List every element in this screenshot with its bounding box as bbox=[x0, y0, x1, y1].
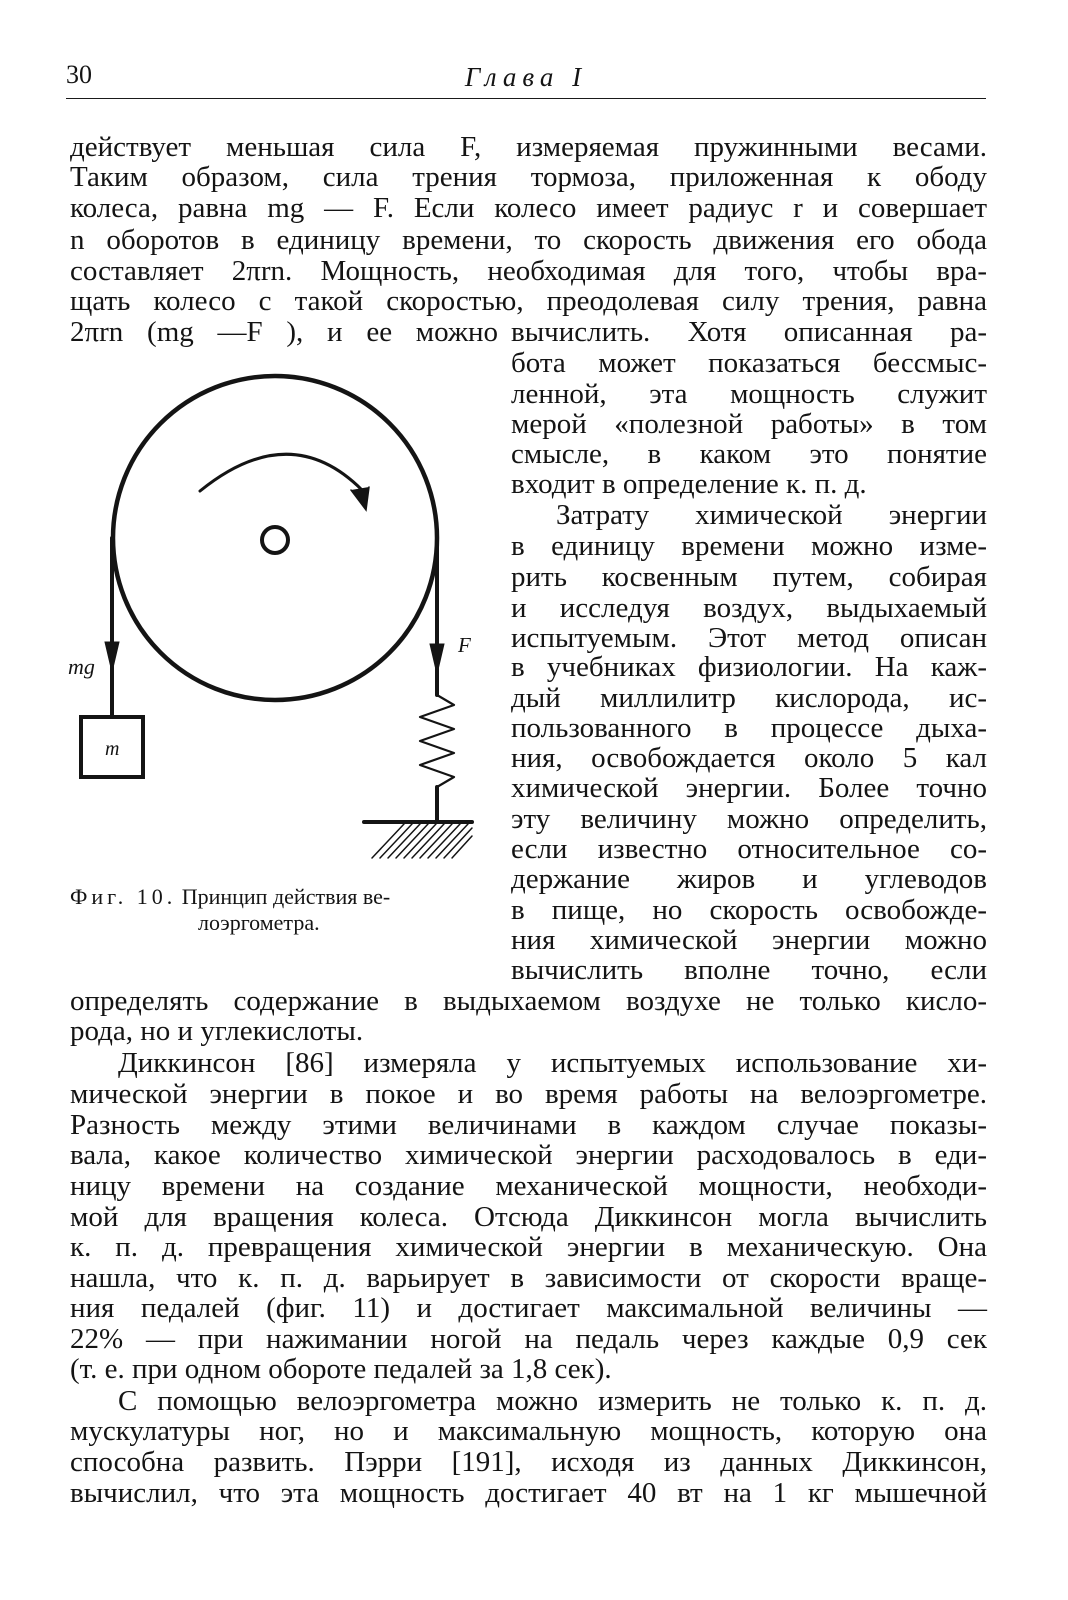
text-line: колеса, равна mg — F. Если колесо имеет радиус r и совершает bbox=[70, 192, 987, 224]
text-line: и исследуя воздух, выдыхаемый bbox=[511, 592, 987, 624]
text-line: вычислил, что эта мощность достигает 40 вт на 1 кг мышечной bbox=[70, 1477, 987, 1509]
text-line: ницу времени на создание механической мощности, необходи- bbox=[70, 1170, 987, 1202]
text-line: (т. е. при одном обороте педалей за 1,8 сек). bbox=[70, 1353, 612, 1385]
label-m: m bbox=[105, 738, 120, 760]
text-line: способна развить. Пэрри [191], исходя из данных Диккинсон, bbox=[70, 1446, 987, 1478]
text-line: Диккинсон [86] измеряла у испытуемых использование хи- bbox=[118, 1047, 987, 1079]
text-line: держание жиров и углеводов bbox=[511, 863, 987, 895]
text-line: вычислить. Хотя описанная ра- bbox=[511, 316, 987, 348]
text-line: смысле, в каком это понятие bbox=[511, 438, 987, 470]
text-line: химической энергии. Более точно bbox=[511, 772, 987, 804]
spring bbox=[420, 695, 454, 787]
text-line: к. п. д. превращения химической энергии в механическую. Она bbox=[70, 1231, 987, 1263]
rotation-arrow bbox=[200, 454, 362, 491]
caption-label: Фиг. 10. bbox=[70, 884, 177, 909]
figure-caption bbox=[70, 884, 390, 910]
text-line: действует меньшая сила F, измеряемая пружинными весами. bbox=[70, 131, 987, 163]
caption-text-1: Принцип действия ве- bbox=[181, 884, 391, 909]
chapter-title: Глава I bbox=[464, 62, 588, 92]
text-line: пользованного в процессе дыха- bbox=[511, 712, 987, 744]
text-line: входит в определение к. п. д. bbox=[511, 468, 867, 500]
left-arrowhead bbox=[105, 642, 119, 672]
axle-circle bbox=[262, 527, 288, 553]
page-number: 30 bbox=[66, 60, 92, 89]
text-line: ния педалей (фиг. 11) и достигает максимальной величины — bbox=[70, 1292, 987, 1324]
text-line: 22% — при нажимании ногой на педаль через каждые 0,9 сек bbox=[70, 1323, 987, 1355]
text-line: испытуемым. Этот метод описан bbox=[511, 622, 987, 654]
text-line: мой для вращения колеса. Отсюда Диккинсон могла вычислить bbox=[70, 1201, 987, 1233]
text-line: вала, какое количество химической энергии расходовалось в еди- bbox=[70, 1139, 987, 1171]
text-line: бота может показаться бессмыс- bbox=[511, 347, 987, 379]
text-line: мерой «полезной работы» в том bbox=[511, 408, 987, 440]
figure-ergometer-diagram bbox=[54, 360, 494, 870]
text-line: дый миллилитр кислорода, ис- bbox=[511, 682, 987, 714]
text-line: составляет 2πrn. Мощность, необходимая для того, чтобы вра- bbox=[70, 255, 987, 287]
running-header bbox=[66, 60, 986, 99]
text-line: Затрату химической энергии bbox=[556, 499, 987, 531]
ground-hatch bbox=[372, 824, 472, 858]
text-line: Разность между этими величинами в каждом случае показы- bbox=[70, 1109, 987, 1141]
text-line: С помощью велоэргометра можно измерить не только к. п. д. bbox=[118, 1385, 987, 1417]
text-line: щать колесо с такой скоростью, преодолевая силу трения, равна bbox=[70, 285, 987, 317]
text-line: вычислить вполне точно, если bbox=[511, 954, 987, 986]
text-line: в учебниках физиологии. На каж- bbox=[511, 651, 987, 683]
text-line: в пище, но скорость освобожде- bbox=[511, 894, 987, 926]
text-line: рить косвенным путем, собирая bbox=[511, 561, 987, 593]
wheel-circle bbox=[113, 376, 437, 700]
text-line: в единицу времени можно изме- bbox=[511, 530, 987, 562]
text-line: n оборотов в единицу времени, то скорость движения его обода bbox=[70, 224, 987, 256]
text-line: ленной, эта мощность служит bbox=[511, 378, 987, 410]
label-F: F bbox=[458, 633, 471, 657]
text-line: эту величину можно определить, bbox=[511, 803, 987, 835]
text-line: мускулатуры ног, но и максимальную мощность, которую она bbox=[70, 1415, 987, 1447]
text-line: 2πrn (mg —F ), и ее можно bbox=[70, 316, 498, 348]
text-line: рода, но и углекислоты. bbox=[70, 1015, 364, 1047]
rotation-arrowhead bbox=[351, 487, 369, 510]
text-line: нашла, что к. п. д. варьирует в зависимости от скорости враще- bbox=[70, 1262, 987, 1294]
text-line: мической энергии в покое и во время работы на велоэргометре. bbox=[70, 1078, 987, 1110]
text-line: ния химической энергии можно bbox=[511, 924, 987, 956]
label-mg: mg bbox=[68, 654, 95, 679]
text-line: определять содержание в выдыхаемом воздухе не только кисло- bbox=[70, 985, 987, 1017]
text-line: Таким образом, сила трения тормоза, приложенная к ободу bbox=[70, 161, 987, 193]
text-line: если известно относительное со- bbox=[511, 833, 987, 865]
text-line: ния, освобождается около 5 кал bbox=[511, 742, 987, 774]
right-arrowhead bbox=[430, 644, 444, 674]
caption-text-2: лоэргометра. bbox=[198, 910, 320, 935]
